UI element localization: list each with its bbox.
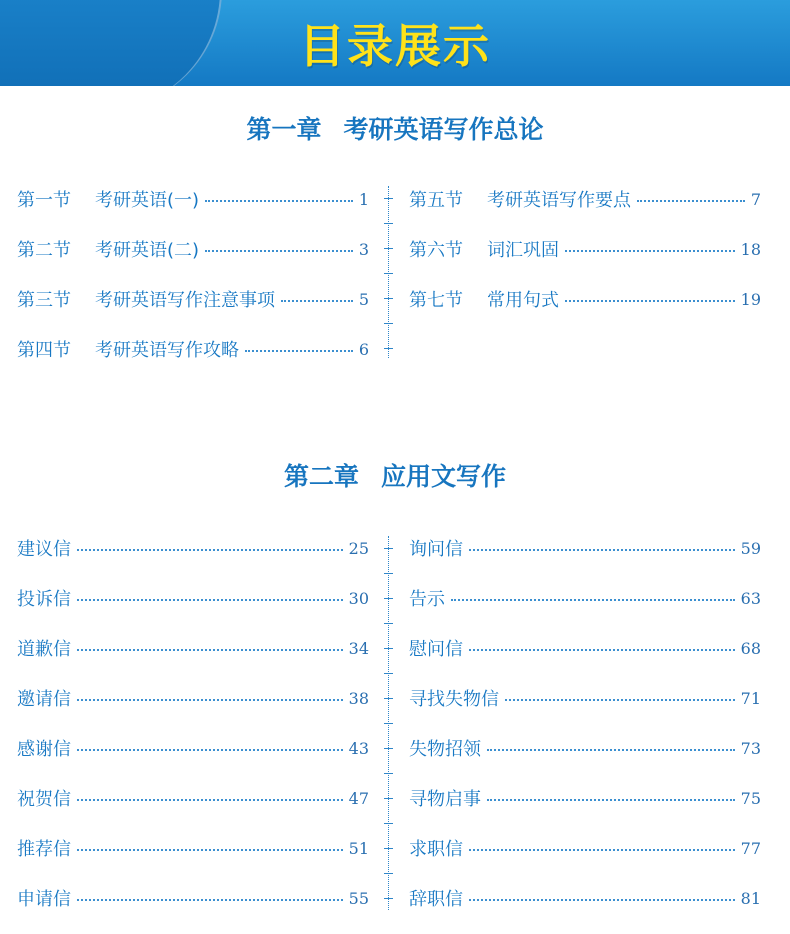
divider-tick — [384, 723, 393, 724]
toc-page-number: 68 — [740, 638, 761, 658]
dot-leader — [205, 250, 353, 252]
dot-leader — [77, 699, 343, 701]
toc-entry-title: 申请信 — [17, 889, 71, 910]
toc-entry[interactable] — [409, 583, 761, 613]
dot-leader — [469, 649, 735, 651]
dot-leader — [565, 250, 735, 252]
toc-entry[interactable] — [409, 284, 761, 314]
chapter-1-label: 第一章 — [246, 115, 322, 144]
dot-leader — [505, 699, 735, 701]
dot-leader — [469, 899, 735, 901]
divider-tick — [384, 823, 393, 824]
toc-entry-title: 辞职信 — [409, 889, 463, 910]
dot-leader — [565, 300, 735, 302]
divider-tick — [384, 873, 393, 874]
banner-title: 目录展示 — [299, 19, 491, 73]
toc-page-number: 81 — [740, 888, 761, 908]
dot-leader — [487, 799, 735, 801]
toc-entry-title: 考研英语(一) — [95, 190, 200, 211]
toc-entry[interactable] — [17, 284, 369, 314]
dot-leader — [77, 849, 343, 851]
toc-entry[interactable] — [17, 184, 369, 214]
toc-entry[interactable] — [17, 883, 369, 913]
chapter-1-heading — [0, 110, 790, 146]
toc-entry-title: 考研英语写作攻略 — [95, 340, 239, 361]
toc-page-number: 71 — [740, 688, 761, 708]
toc-entry[interactable] — [17, 733, 369, 763]
toc-page-number: 7 — [750, 189, 761, 209]
toc-page-number: 73 — [740, 738, 761, 758]
divider-tick — [384, 298, 393, 299]
toc-page-number: 38 — [348, 688, 369, 708]
toc-page-number: 34 — [348, 638, 369, 658]
toc-entry-title: 常用句式 — [487, 290, 559, 311]
toc-entry-title: 寻物启事 — [409, 789, 481, 810]
toc-entry-title: 词汇巩固 — [487, 240, 559, 261]
toc-entry[interactable] — [17, 833, 369, 863]
toc-section-number: 第三节 — [17, 290, 71, 311]
toc-entry[interactable] — [409, 733, 761, 763]
toc-page-number: 25 — [348, 538, 369, 558]
toc-page-number: 3 — [358, 239, 369, 259]
toc-section-number: 第五节 — [409, 190, 463, 211]
toc-entry-title: 道歉信 — [17, 639, 71, 660]
toc-page-number: 63 — [740, 588, 761, 608]
dot-leader — [205, 200, 353, 202]
toc-entry[interactable] — [17, 583, 369, 613]
dot-leader — [469, 549, 735, 551]
divider-tick — [384, 348, 393, 349]
toc-page-number: 30 — [348, 588, 369, 608]
toc-section-number: 第六节 — [409, 240, 463, 261]
toc-page-number: 59 — [740, 538, 761, 558]
toc-entry-title: 慰问信 — [409, 639, 463, 660]
toc-entry-title: 告示 — [409, 589, 445, 610]
toc-page-number: 55 — [348, 888, 369, 908]
toc-page-number: 77 — [740, 838, 761, 858]
divider-tick — [384, 698, 393, 699]
toc-entry[interactable] — [17, 683, 369, 713]
divider-tick — [384, 798, 393, 799]
toc-page-number: 6 — [358, 339, 369, 359]
toc-entry-title: 考研英语写作注意事项 — [95, 290, 275, 311]
dot-leader — [637, 200, 745, 202]
toc-entry-title: 寻找失物信 — [409, 689, 499, 710]
toc-entry[interactable] — [17, 783, 369, 813]
dot-leader — [77, 749, 343, 751]
divider-tick — [384, 248, 393, 249]
toc-entry[interactable] — [409, 234, 761, 264]
divider-tick — [384, 673, 393, 674]
toc-entry-title: 感谢信 — [17, 739, 71, 760]
divider-tick — [384, 623, 393, 624]
dot-leader — [77, 599, 343, 601]
dot-leader — [281, 300, 353, 302]
toc-entry[interactable] — [17, 633, 369, 663]
toc-entry-title: 失物招领 — [409, 739, 481, 760]
divider-tick — [384, 323, 393, 324]
toc-entry-title: 邀请信 — [17, 689, 71, 710]
chapter-2-title: 应用文写作 — [381, 462, 507, 491]
toc-page-number: 47 — [348, 788, 369, 808]
toc-entry[interactable] — [409, 184, 761, 214]
toc-page-number: 1 — [358, 189, 369, 209]
dot-leader — [77, 799, 343, 801]
toc-page-number: 43 — [348, 738, 369, 758]
chapter-1-divider — [388, 186, 389, 358]
divider-tick — [384, 573, 393, 574]
divider-tick — [384, 273, 393, 274]
toc-entry-title: 投诉信 — [17, 589, 71, 610]
toc-section-number: 第七节 — [409, 290, 463, 311]
toc-entry-title: 祝贺信 — [17, 789, 71, 810]
toc-entry-title: 推荐信 — [17, 839, 71, 860]
dot-leader — [245, 350, 353, 352]
divider-tick — [384, 748, 393, 749]
divider-tick — [384, 898, 393, 899]
divider-tick — [384, 223, 393, 224]
divider-tick — [384, 648, 393, 649]
chapter-2-divider — [388, 536, 389, 910]
divider-tick — [384, 773, 393, 774]
dot-leader — [487, 749, 735, 751]
toc-entry[interactable] — [409, 633, 761, 663]
toc-section-number: 第四节 — [17, 340, 71, 361]
chapter-2-label: 第二章 — [283, 462, 359, 491]
header-banner — [0, 0, 790, 86]
toc-entry[interactable] — [409, 533, 761, 563]
dot-leader — [77, 899, 343, 901]
dot-leader — [469, 849, 735, 851]
toc-page-number: 5 — [358, 289, 369, 309]
chapter-2-heading — [0, 457, 790, 493]
toc-section-number: 第一节 — [17, 190, 71, 211]
toc-entry[interactable] — [409, 683, 761, 713]
dot-leader — [451, 599, 735, 601]
divider-tick — [384, 598, 393, 599]
toc-page-number: 19 — [740, 289, 761, 309]
toc-entry[interactable] — [409, 783, 761, 813]
divider-tick — [384, 198, 393, 199]
toc-entry[interactable] — [409, 883, 761, 913]
toc-entry[interactable] — [17, 533, 369, 563]
toc-entry-title: 考研英语(二) — [95, 240, 200, 261]
toc-entry-title: 求职信 — [409, 839, 463, 860]
toc-section-number: 第二节 — [17, 240, 71, 261]
toc-entry-title: 建议信 — [17, 539, 71, 560]
toc-entry-title: 考研英语写作要点 — [487, 190, 631, 211]
toc-page-number: 51 — [348, 838, 369, 858]
toc-entry[interactable] — [17, 234, 369, 264]
dot-leader — [77, 649, 343, 651]
chapter-1-title: 考研英语写作总论 — [343, 115, 544, 144]
toc-entry[interactable] — [409, 833, 761, 863]
dot-leader — [77, 549, 343, 551]
divider-tick — [384, 848, 393, 849]
toc-page-number: 75 — [740, 788, 761, 808]
toc-page-number: 18 — [740, 239, 761, 259]
toc-entry-title: 询问信 — [409, 539, 463, 560]
divider-tick — [384, 548, 393, 549]
toc-entry[interactable] — [17, 334, 369, 364]
